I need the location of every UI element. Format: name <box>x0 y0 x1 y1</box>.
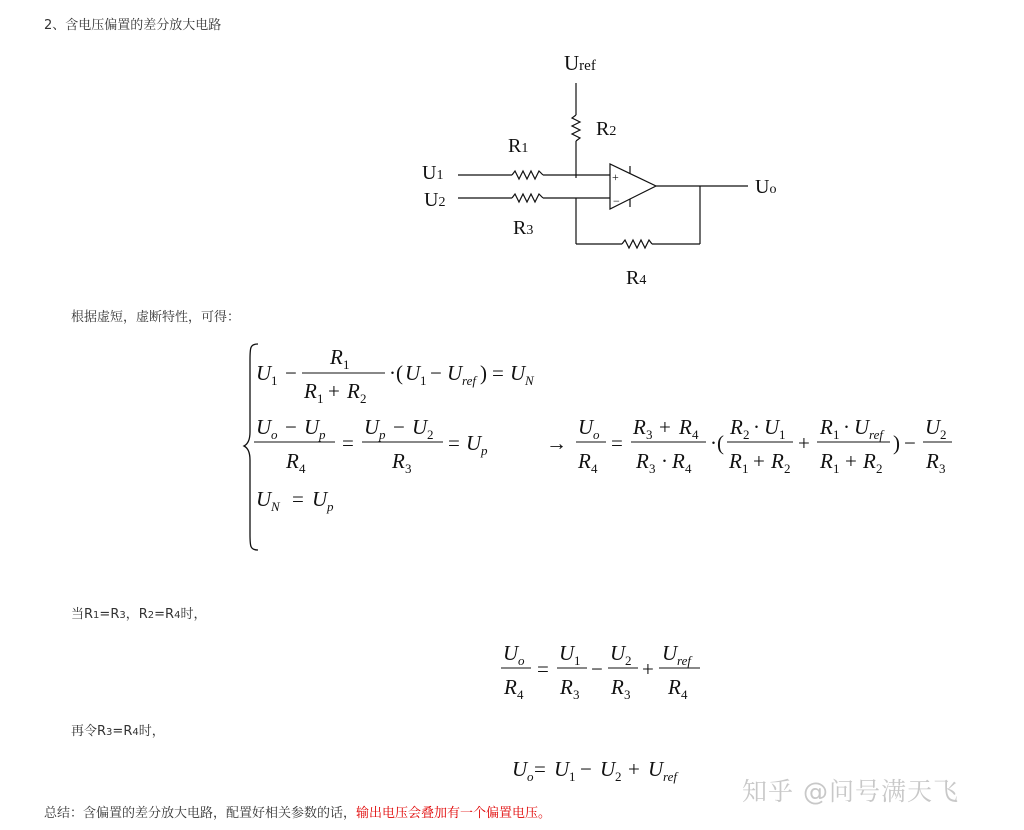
svg-text:1: 1 <box>833 461 840 476</box>
virtual-short-paragraph: 根据虚短，虚断特性，可得： <box>71 310 241 325</box>
svg-text:U: U <box>610 641 626 665</box>
svg-text:p: p <box>319 427 326 442</box>
svg-text:R: R <box>771 449 784 473</box>
svg-text:2: 2 <box>360 391 367 406</box>
svg-text:ref: ref <box>663 769 677 784</box>
svg-text:): ) <box>893 431 900 455</box>
svg-text:R: R <box>730 415 743 439</box>
svg-text:p: p <box>379 427 386 442</box>
svg-text:2: 2 <box>784 461 791 476</box>
section-heading: 2、含电压偏置的差分放大电路 <box>44 18 222 33</box>
svg-text:U: U <box>854 415 870 439</box>
svg-text:U: U <box>512 757 528 781</box>
u2-label: U2 <box>424 189 446 211</box>
watermark: 知乎 @问号满天飞 <box>742 777 959 806</box>
svg-text:R: R <box>679 415 692 439</box>
svg-text:U: U <box>578 415 594 439</box>
svg-text:−: − <box>580 757 592 781</box>
svg-text:N: N <box>271 499 280 514</box>
svg-text:U: U <box>412 415 428 439</box>
svg-text:3: 3 <box>649 461 656 476</box>
svg-text:=: = <box>611 431 623 455</box>
svg-text:U: U <box>662 641 678 665</box>
summary-line: 总结：含偏置的差分放大电路，配置好相关参数的话，输出电压会叠加有一个偏置电压。 <box>44 806 552 821</box>
svg-text:ref: ref <box>677 653 691 668</box>
svg-text:·(: ·( <box>389 361 403 385</box>
svg-text:R: R <box>633 415 646 439</box>
svg-text:U: U <box>648 757 664 781</box>
svg-text:R: R <box>392 449 405 473</box>
svg-text:2: 2 <box>625 653 632 668</box>
svg-text:+: + <box>753 449 765 473</box>
uref-label: Uref <box>564 51 596 75</box>
svg-text:R: R <box>578 449 591 473</box>
svg-text:R: R <box>926 449 939 473</box>
svg-text:1: 1 <box>317 391 324 406</box>
svg-text:·: · <box>661 449 668 473</box>
svg-text:U: U <box>256 361 272 385</box>
svg-text:U: U <box>925 415 941 439</box>
svg-text:1: 1 <box>271 373 278 388</box>
svg-text:=: = <box>448 431 460 455</box>
svg-text:=: = <box>537 657 549 681</box>
svg-text:N: N <box>525 373 534 388</box>
svg-text:2: 2 <box>876 461 883 476</box>
svg-text:2: 2 <box>615 769 622 784</box>
svg-text:1: 1 <box>779 427 786 442</box>
r3-resistor <box>512 194 543 202</box>
svg-text:1: 1 <box>569 769 576 784</box>
r3-label: R3 <box>513 217 534 239</box>
svg-text:U: U <box>600 757 616 781</box>
svg-text:+: + <box>659 415 671 439</box>
svg-text:1: 1 <box>574 653 581 668</box>
svg-text:·(: ·( <box>710 431 724 455</box>
svg-text:−: − <box>430 361 442 385</box>
r4-resistor <box>622 240 652 248</box>
svg-text:·: · <box>753 415 760 439</box>
r2-resistor <box>572 115 580 141</box>
svg-text:p: p <box>327 499 334 514</box>
svg-text:R: R <box>636 449 649 473</box>
svg-text:U: U <box>554 757 570 781</box>
svg-text:R: R <box>347 379 360 403</box>
svg-text:4: 4 <box>517 687 524 702</box>
svg-text:4: 4 <box>681 687 688 702</box>
condition-2: 再令R3=R4时， <box>71 724 165 739</box>
uo-label: Uo <box>755 176 777 198</box>
svg-text:4: 4 <box>692 427 699 442</box>
svg-text:−: − <box>904 431 916 455</box>
svg-text:R: R <box>286 449 299 473</box>
svg-text:−: − <box>393 415 405 439</box>
svg-text:U: U <box>764 415 780 439</box>
svg-text:=: = <box>492 361 504 385</box>
minus-sign: − <box>613 194 620 208</box>
equation-final <box>508 752 708 788</box>
svg-text:1: 1 <box>343 357 350 372</box>
svg-text:U: U <box>405 361 421 385</box>
svg-text:R: R <box>304 379 317 403</box>
svg-text:R: R <box>504 675 517 699</box>
svg-text:3: 3 <box>573 687 580 702</box>
svg-text:4: 4 <box>591 461 598 476</box>
u1-label: U1 <box>422 162 444 184</box>
svg-text:4: 4 <box>299 461 306 476</box>
svg-text:3: 3 <box>646 427 653 442</box>
svg-text:U: U <box>510 361 526 385</box>
svg-text:+: + <box>628 757 640 781</box>
svg-text:R: R <box>611 675 624 699</box>
r1-resistor <box>512 171 543 179</box>
svg-text:−: − <box>591 657 603 681</box>
svg-text:ref: ref <box>462 373 476 388</box>
svg-text:3: 3 <box>624 687 631 702</box>
svg-text:U: U <box>447 361 463 385</box>
svg-text:−: − <box>285 361 297 385</box>
svg-text:o: o <box>527 769 534 784</box>
svg-text:2: 2 <box>940 427 947 442</box>
svg-text:U: U <box>364 415 380 439</box>
equation-system <box>240 340 960 555</box>
svg-text:R: R <box>672 449 685 473</box>
svg-text:→: → <box>546 431 567 455</box>
svg-text:o: o <box>271 427 278 442</box>
svg-text:+: + <box>798 431 810 455</box>
svg-text:+: + <box>642 657 654 681</box>
svg-text:U: U <box>256 415 272 439</box>
svg-text:=: = <box>292 487 304 511</box>
svg-text:·: · <box>843 415 850 439</box>
svg-text:o: o <box>593 427 600 442</box>
svg-text:): ) <box>480 361 487 385</box>
svg-text:R: R <box>668 675 681 699</box>
svg-text:R: R <box>820 449 833 473</box>
svg-text:R: R <box>330 345 343 369</box>
plus-sign: + <box>612 170 619 184</box>
r4-label: R4 <box>626 267 647 289</box>
svg-text:2: 2 <box>743 427 750 442</box>
svg-text:U: U <box>466 431 482 455</box>
svg-text:U: U <box>304 415 320 439</box>
svg-text:R: R <box>560 675 573 699</box>
circuit-diagram <box>400 45 800 295</box>
svg-text:1: 1 <box>833 427 840 442</box>
svg-text:2: 2 <box>427 427 434 442</box>
r1-label: R1 <box>508 135 529 157</box>
svg-text:=: = <box>342 431 354 455</box>
svg-text:R: R <box>820 415 833 439</box>
svg-text:4: 4 <box>685 461 692 476</box>
svg-text:R: R <box>863 449 876 473</box>
svg-text:ref: ref <box>869 427 883 442</box>
svg-text:1: 1 <box>742 461 749 476</box>
svg-text:1: 1 <box>420 373 427 388</box>
svg-text:+: + <box>328 379 340 403</box>
svg-text:o: o <box>518 653 525 668</box>
svg-text:U: U <box>256 487 272 511</box>
svg-text:R: R <box>729 449 742 473</box>
equation-simplified <box>495 636 715 708</box>
svg-text:U: U <box>503 641 519 665</box>
condition-1: 当R1=R3，R2=R4时， <box>71 607 207 622</box>
svg-text:3: 3 <box>405 461 412 476</box>
r2-label: R2 <box>596 118 617 140</box>
svg-text:+: + <box>845 449 857 473</box>
svg-text:p: p <box>481 443 488 458</box>
svg-text:−: − <box>285 415 297 439</box>
svg-text:U: U <box>312 487 328 511</box>
svg-text:U: U <box>559 641 575 665</box>
svg-text:=: = <box>534 757 546 781</box>
summary-highlight: 输出电压会叠加有一个偏置电压。 <box>356 806 552 821</box>
svg-text:3: 3 <box>939 461 946 476</box>
